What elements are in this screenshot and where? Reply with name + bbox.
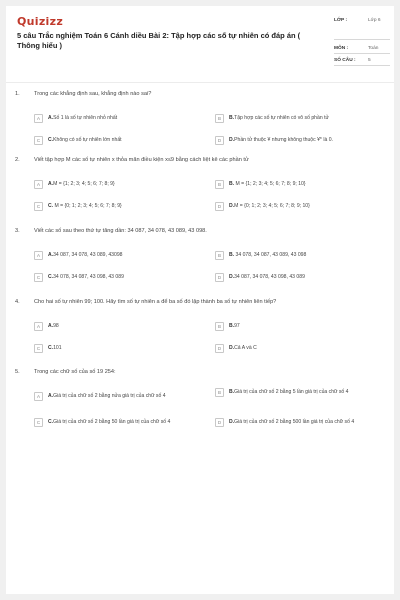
- option-letter-badge: D: [215, 273, 224, 282]
- option-prefix: C.: [48, 203, 54, 210]
- option-text: 34 087, 34 078, 43 098, 43 089: [234, 274, 305, 281]
- option-text: Giá trị của chữ số 2 bằng 50 lần giá trị của chữ số 4: [53, 419, 171, 426]
- meta-class-value: Lớp 6: [368, 18, 381, 23]
- meta-count-value: 5: [368, 58, 371, 63]
- question-text: Trong các khẳng định sau, khẳng định nào sai?: [34, 91, 152, 97]
- option-letter-badge: D: [215, 136, 224, 145]
- option-d[interactable]: [215, 344, 393, 353]
- question-number: 2.: [15, 157, 20, 163]
- option-c[interactable]: [34, 418, 212, 427]
- option-prefix: A.: [48, 115, 54, 122]
- option-letter-badge: A: [34, 180, 43, 189]
- option-prefix: B.: [229, 252, 235, 259]
- option-text: M = {0; 1; 2; 3; 4; 5; 6; 7; 8; 9; 10}: [234, 203, 310, 210]
- option-letter-badge: B: [215, 388, 224, 397]
- question-2: [15, 156, 385, 210]
- option-prefix: D.: [229, 203, 235, 210]
- option-text: 98: [53, 323, 59, 330]
- option-text: Cả A và C: [234, 345, 257, 352]
- option-text: 97: [234, 323, 240, 330]
- option-text: Số 1 là số tự nhiên nhỏ nhất: [53, 115, 118, 122]
- option-prefix: D.: [229, 345, 235, 352]
- question-text: Trong các chữ số của số 19 254:: [34, 369, 116, 375]
- option-prefix: C.: [48, 419, 54, 426]
- option-text: 34 078, 34 087, 43 098, 43 089: [53, 274, 124, 281]
- option-a[interactable]: [34, 180, 212, 189]
- option-letter-badge: B: [215, 180, 224, 189]
- option-text: M = {0; 1; 2; 3; 4; 5; 6; 7; 8; 9}: [53, 203, 122, 210]
- option-letter-badge: A: [34, 392, 43, 401]
- option-prefix: B.: [229, 181, 235, 188]
- option-text: Phần tử thuộc ¥ nhưng không thuộc ¥* là 0.: [234, 137, 333, 144]
- option-prefix: A.: [48, 181, 54, 188]
- option-c[interactable]: [34, 344, 212, 353]
- question-number: 1.: [15, 91, 20, 97]
- option-d[interactable]: [215, 136, 393, 145]
- meta-class-row: [334, 16, 390, 40]
- meta-count-row: [334, 54, 390, 66]
- header-divider: [6, 82, 394, 83]
- option-b[interactable]: [215, 388, 393, 397]
- option-c[interactable]: [34, 202, 212, 211]
- option-prefix: A.: [48, 252, 54, 259]
- quizizz-logo: Quizizz: [17, 15, 64, 28]
- option-prefix: C.: [48, 137, 54, 144]
- question-4: [15, 298, 385, 352]
- option-letter-badge: A: [34, 114, 43, 123]
- option-text: M = {1; 2; 3; 4; 5; 6; 7; 8; 9; 10}: [234, 181, 306, 188]
- option-d[interactable]: [215, 202, 393, 211]
- option-prefix: D.: [229, 419, 235, 426]
- option-prefix: C.: [48, 274, 54, 281]
- meta-panel: [334, 16, 390, 66]
- option-c[interactable]: [34, 273, 212, 282]
- option-prefix: B.: [229, 323, 235, 330]
- worksheet-page: [6, 6, 394, 594]
- option-text: 34 078, 34 087, 43 089, 43 098: [234, 252, 307, 259]
- option-letter-badge: A: [34, 251, 43, 260]
- option-letter-badge: C: [34, 418, 43, 427]
- question-text: Cho hai số tự nhiên 99; 100. Hãy tìm số tự nhiên a để ba số đó lập thành ba số tự nhiên liên tiếp?: [34, 299, 277, 305]
- meta-subject-value: Toán: [368, 46, 379, 51]
- question-3: [15, 227, 385, 281]
- option-a[interactable]: [34, 322, 212, 331]
- question-5: [15, 368, 385, 426]
- option-letter-badge: B: [215, 114, 224, 123]
- option-letter-badge: B: [215, 251, 224, 260]
- question-number: 5.: [15, 369, 20, 375]
- option-letter-badge: D: [215, 202, 224, 211]
- option-prefix: B.: [229, 389, 235, 396]
- option-letter-badge: C: [34, 136, 43, 145]
- option-text: Giá trị của chữ số 2 bằng nửa giá trị của chữ số 4: [53, 393, 166, 400]
- option-prefix: D.: [229, 274, 235, 281]
- option-b[interactable]: [215, 251, 393, 260]
- option-text: Giá trị của chữ số 2 bằng 5 lần giá trị của chữ số 4: [234, 389, 349, 396]
- option-b[interactable]: [215, 114, 393, 123]
- option-letter-badge: C: [34, 202, 43, 211]
- option-b[interactable]: [215, 322, 393, 331]
- option-letter-badge: C: [34, 344, 43, 353]
- option-c[interactable]: [34, 136, 212, 145]
- option-letter-badge: D: [215, 418, 224, 427]
- option-prefix: A.: [48, 393, 54, 400]
- meta-subject-row: [334, 40, 390, 54]
- option-prefix: D.: [229, 137, 235, 144]
- option-b[interactable]: [215, 180, 393, 189]
- option-d[interactable]: [215, 418, 393, 427]
- question-1: [15, 90, 385, 144]
- meta-subject-label: MÔN :: [334, 46, 349, 51]
- option-letter-badge: B: [215, 322, 224, 331]
- option-prefix: B.: [229, 115, 235, 122]
- option-text: 34 087, 34 078, 43 089, 43098: [53, 252, 123, 259]
- option-a[interactable]: [34, 251, 212, 260]
- question-text: Viết các số sau theo thứ tự tăng dần: 34 087, 34 078, 43 089, 43 098.: [34, 228, 207, 234]
- page-title: 5 câu Trắc nghiệm Toán 6 Cánh diều Bài 2: Tập hợp các số tự nhiên có đáp án ( Thông hiểu ): [17, 31, 301, 50]
- option-letter-badge: D: [215, 344, 224, 353]
- option-text: M = {1; 2; 3; 4; 5; 6; 7; 8; 9}: [53, 181, 115, 188]
- option-text: Tập hợp các số tự nhiên có vô số phần tử: [234, 115, 329, 122]
- option-text: 101: [53, 345, 62, 352]
- meta-class-label: LỚP :: [334, 18, 348, 23]
- option-prefix: C.: [48, 345, 54, 352]
- option-letter-badge: A: [34, 322, 43, 331]
- question-number: 3.: [15, 228, 20, 234]
- question-text: Viết tập hợp M các số tự nhiên x thỏa mãn điều kiện x≤9 bằng cách liệt kê các phần tử: [34, 157, 249, 163]
- option-text: Giá trị của chữ số 2 bằng 500 lần giá trị của chữ số 4: [234, 419, 355, 426]
- option-d[interactable]: [215, 273, 393, 282]
- option-a[interactable]: [34, 114, 212, 123]
- option-letter-badge: C: [34, 273, 43, 282]
- option-a[interactable]: [34, 392, 212, 401]
- option-prefix: A.: [48, 323, 54, 330]
- option-text: Không có số tự nhiên lớn nhất: [53, 137, 122, 144]
- question-number: 4.: [15, 299, 20, 305]
- meta-count-label: SỐ CÂU :: [334, 58, 356, 63]
